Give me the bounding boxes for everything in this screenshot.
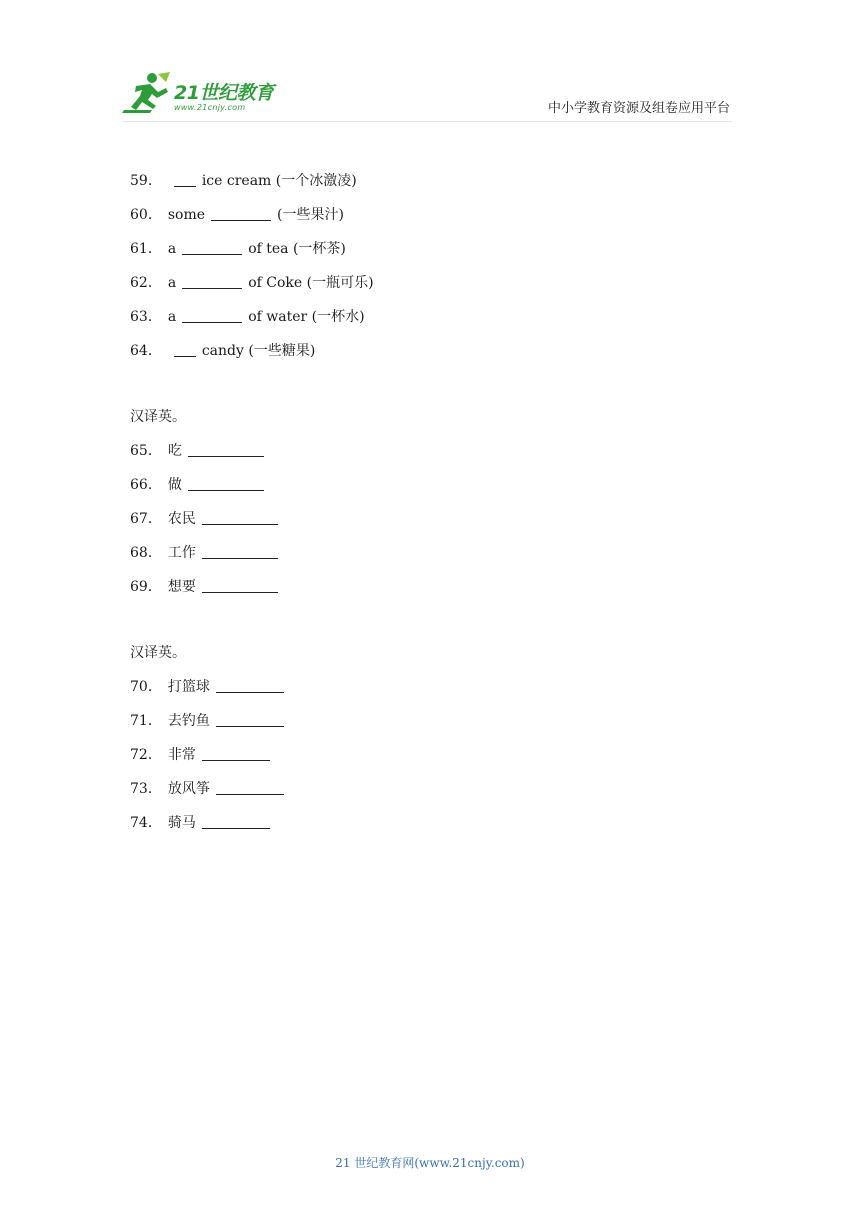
page-footer[interactable]: 21 世纪教育网(www.21cnjy.com) xyxy=(335,1156,525,1170)
question-text: of tea (一杯茶) xyxy=(248,241,346,257)
question-59 xyxy=(130,168,750,202)
question-number: 66． xyxy=(130,477,162,493)
question-number: 71． xyxy=(130,713,162,729)
question-number: 60． xyxy=(130,207,162,223)
answer-blank[interactable] xyxy=(174,340,196,357)
page-header xyxy=(0,0,860,140)
exercise-content xyxy=(130,168,750,844)
question-69 xyxy=(130,574,750,608)
question-number: 69． xyxy=(130,579,162,595)
question-68 xyxy=(130,540,750,574)
question-64 xyxy=(130,338,750,372)
answer-blank[interactable] xyxy=(188,440,264,457)
question-text: 想要 xyxy=(167,579,196,595)
runner-logo-icon xyxy=(122,70,172,116)
question-number: 68． xyxy=(130,545,162,561)
question-prefix: a xyxy=(167,275,177,291)
platform-tagline: 中小学教育资源及组卷应用平台 xyxy=(547,101,730,116)
answer-blank[interactable] xyxy=(211,204,271,221)
question-63 xyxy=(130,304,750,338)
question-text: 非常 xyxy=(167,747,196,763)
question-66 xyxy=(130,472,750,506)
site-logo[interactable] xyxy=(122,70,292,116)
section-title: 汉译英。 xyxy=(130,645,186,661)
question-number: 72． xyxy=(130,747,162,763)
question-prefix: some xyxy=(167,207,206,223)
answer-blank[interactable] xyxy=(216,676,284,693)
question-74 xyxy=(130,810,750,844)
question-text: candy (一些糖果) xyxy=(201,343,316,359)
question-number: 73． xyxy=(130,781,162,797)
question-text: 放风筝 xyxy=(167,781,210,797)
question-number: 70． xyxy=(130,679,162,695)
question-67 xyxy=(130,506,750,540)
question-text: 吃 xyxy=(167,443,182,459)
question-number: 63． xyxy=(130,309,162,325)
answer-blank[interactable] xyxy=(202,542,278,559)
question-number: 59． xyxy=(130,173,162,189)
answer-blank[interactable] xyxy=(202,508,278,525)
answer-blank[interactable] xyxy=(216,778,284,795)
question-65 xyxy=(130,438,750,472)
question-prefix: a xyxy=(167,309,177,325)
question-text: of water (一杯水) xyxy=(248,309,365,325)
answer-blank[interactable] xyxy=(202,744,270,761)
section-spacer xyxy=(130,372,750,404)
question-text: 打篮球 xyxy=(167,679,210,695)
question-text: of Coke (一瓶可乐) xyxy=(248,275,374,291)
question-73 xyxy=(130,776,750,810)
answer-blank[interactable] xyxy=(216,710,284,727)
answer-blank[interactable] xyxy=(202,576,278,593)
question-60 xyxy=(130,202,750,236)
answer-blank[interactable] xyxy=(182,272,242,289)
question-text: 去钓鱼 xyxy=(167,713,210,729)
question-text: ice cream (一个冰激凌) xyxy=(201,173,357,189)
question-text: 骑马 xyxy=(167,815,196,831)
logo-text: 21世纪教育 xyxy=(174,82,274,104)
answer-blank[interactable] xyxy=(182,238,242,255)
question-number: 61． xyxy=(130,241,162,257)
section-spacer xyxy=(130,608,750,640)
question-71 xyxy=(130,708,750,742)
question-text: 农民 xyxy=(167,511,196,527)
question-number: 65． xyxy=(130,443,162,459)
question-text: (一些果汁) xyxy=(277,207,344,223)
question-number: 74． xyxy=(130,815,162,831)
question-72 xyxy=(130,742,750,776)
question-number: 67． xyxy=(130,511,162,527)
question-61 xyxy=(130,236,750,270)
question-62 xyxy=(130,270,750,304)
question-70 xyxy=(130,674,750,708)
answer-blank[interactable] xyxy=(188,474,264,491)
answer-blank[interactable] xyxy=(202,812,270,829)
question-number: 62． xyxy=(130,275,162,291)
header-divider xyxy=(122,121,732,122)
question-number: 64． xyxy=(130,343,162,359)
question-text: 做 xyxy=(167,477,182,493)
question-prefix: a xyxy=(167,241,177,257)
question-text: 工作 xyxy=(167,545,196,561)
section-title: 汉译英。 xyxy=(130,409,186,425)
answer-blank[interactable] xyxy=(182,306,242,323)
answer-blank[interactable] xyxy=(174,170,196,187)
logo-url: www.21cnjy.com xyxy=(174,103,246,112)
